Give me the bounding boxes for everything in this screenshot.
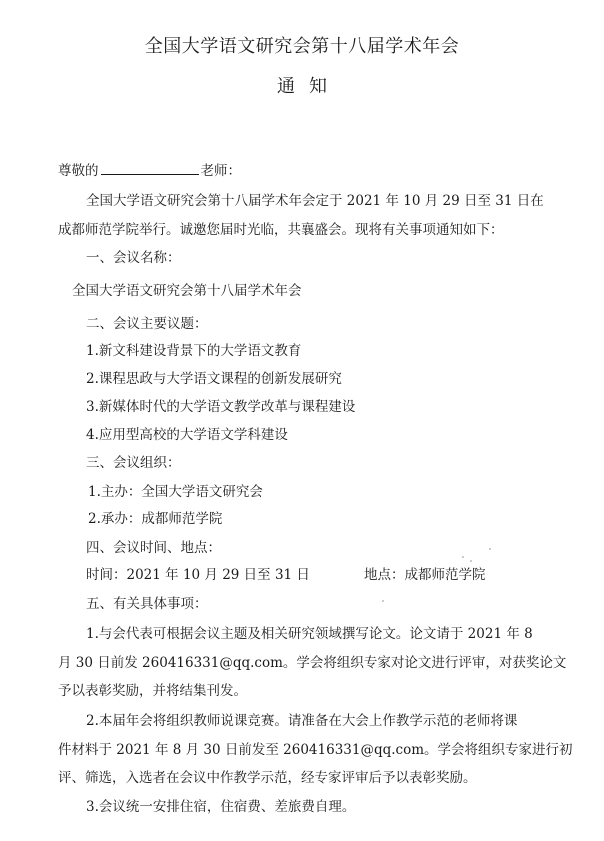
topic-item: 1.新文科建设背景下的大学语文教育 — [86, 343, 302, 359]
item2-line-2: 件材料于 2021 年 8 月 30 日前发至 260416331@qq.com。学会将组织专家进行初 — [58, 742, 573, 758]
section3-heading: 三、会议组织： — [86, 455, 181, 471]
topic-item: 4.应用型高校的大学语文学科建设 — [86, 427, 288, 443]
scan-speck — [382, 600, 384, 602]
topic-item: 2.课程思政与大学语文课程的创新发展研究 — [86, 371, 342, 387]
intro-line-2: 成都师范学院举行。诚邀您届时光临，共襄盛会。现将有关事项通知如下： — [58, 222, 504, 238]
salutation-prefix: 尊敬的 — [58, 163, 99, 179]
section1-heading: 一、会议名称： — [86, 250, 181, 266]
item1-line-2: 月 30 日前发 260416331@qq.com。学会将组织专家对论文进行评审，对获奖论文 — [58, 655, 567, 671]
salutation-suffix: 老师： — [200, 163, 241, 179]
section4-heading: 四、会议时间、地点： — [86, 540, 221, 556]
item3-line-1: 3.会议统一安排住宿，住宿费、差旅费自理。 — [86, 799, 356, 815]
document-subtitle: 通知 — [277, 76, 341, 97]
intro-line-1: 全国大学语文研究会第十八届学术年会定于 2021 年 10 月 29 日至 31 日在 — [86, 193, 544, 209]
scan-speck — [470, 560, 472, 562]
organizer-item: 2.承办：成都师范学院 — [88, 511, 223, 527]
section5-heading: 五、有关具体事项： — [86, 596, 208, 612]
salutation-line — [58, 162, 241, 180]
meeting-place: 地点：成都师范学院 — [364, 567, 486, 583]
document-title: 全国大学语文研究会第十八届学术年会 — [144, 36, 460, 57]
scan-speck — [489, 548, 491, 550]
organizer-item: 1.主办：全国大学语文研究会 — [88, 484, 263, 500]
item1-line-1: 1.与会代表可根据会议主题及相关研究领域撰写论文。论文请于 2021 年 8 — [86, 626, 533, 642]
name-blank — [101, 162, 199, 175]
section1-content: 全国大学语文研究会第十八届学术年会 — [72, 283, 302, 299]
section2-heading: 二、会议主要议题： — [86, 316, 208, 332]
meeting-time: 时间：2021 年 10 月 29 日至 31 日 — [86, 567, 310, 583]
topic-item: 3.新媒体时代的大学语文教学改革与课程建设 — [86, 399, 356, 415]
item1-line-3: 予以表彰奖励，并将结集刊发。 — [58, 683, 247, 699]
item2-line-3: 评、筛选，入选者在会议中作教学示范，经专家评审后予以表彰奖励。 — [58, 770, 477, 786]
scan-speck — [462, 556, 464, 558]
item2-line-1: 2.本届年会将组织教师说课竞赛。请准备在大会上作教学示范的老师将课 — [86, 713, 518, 729]
